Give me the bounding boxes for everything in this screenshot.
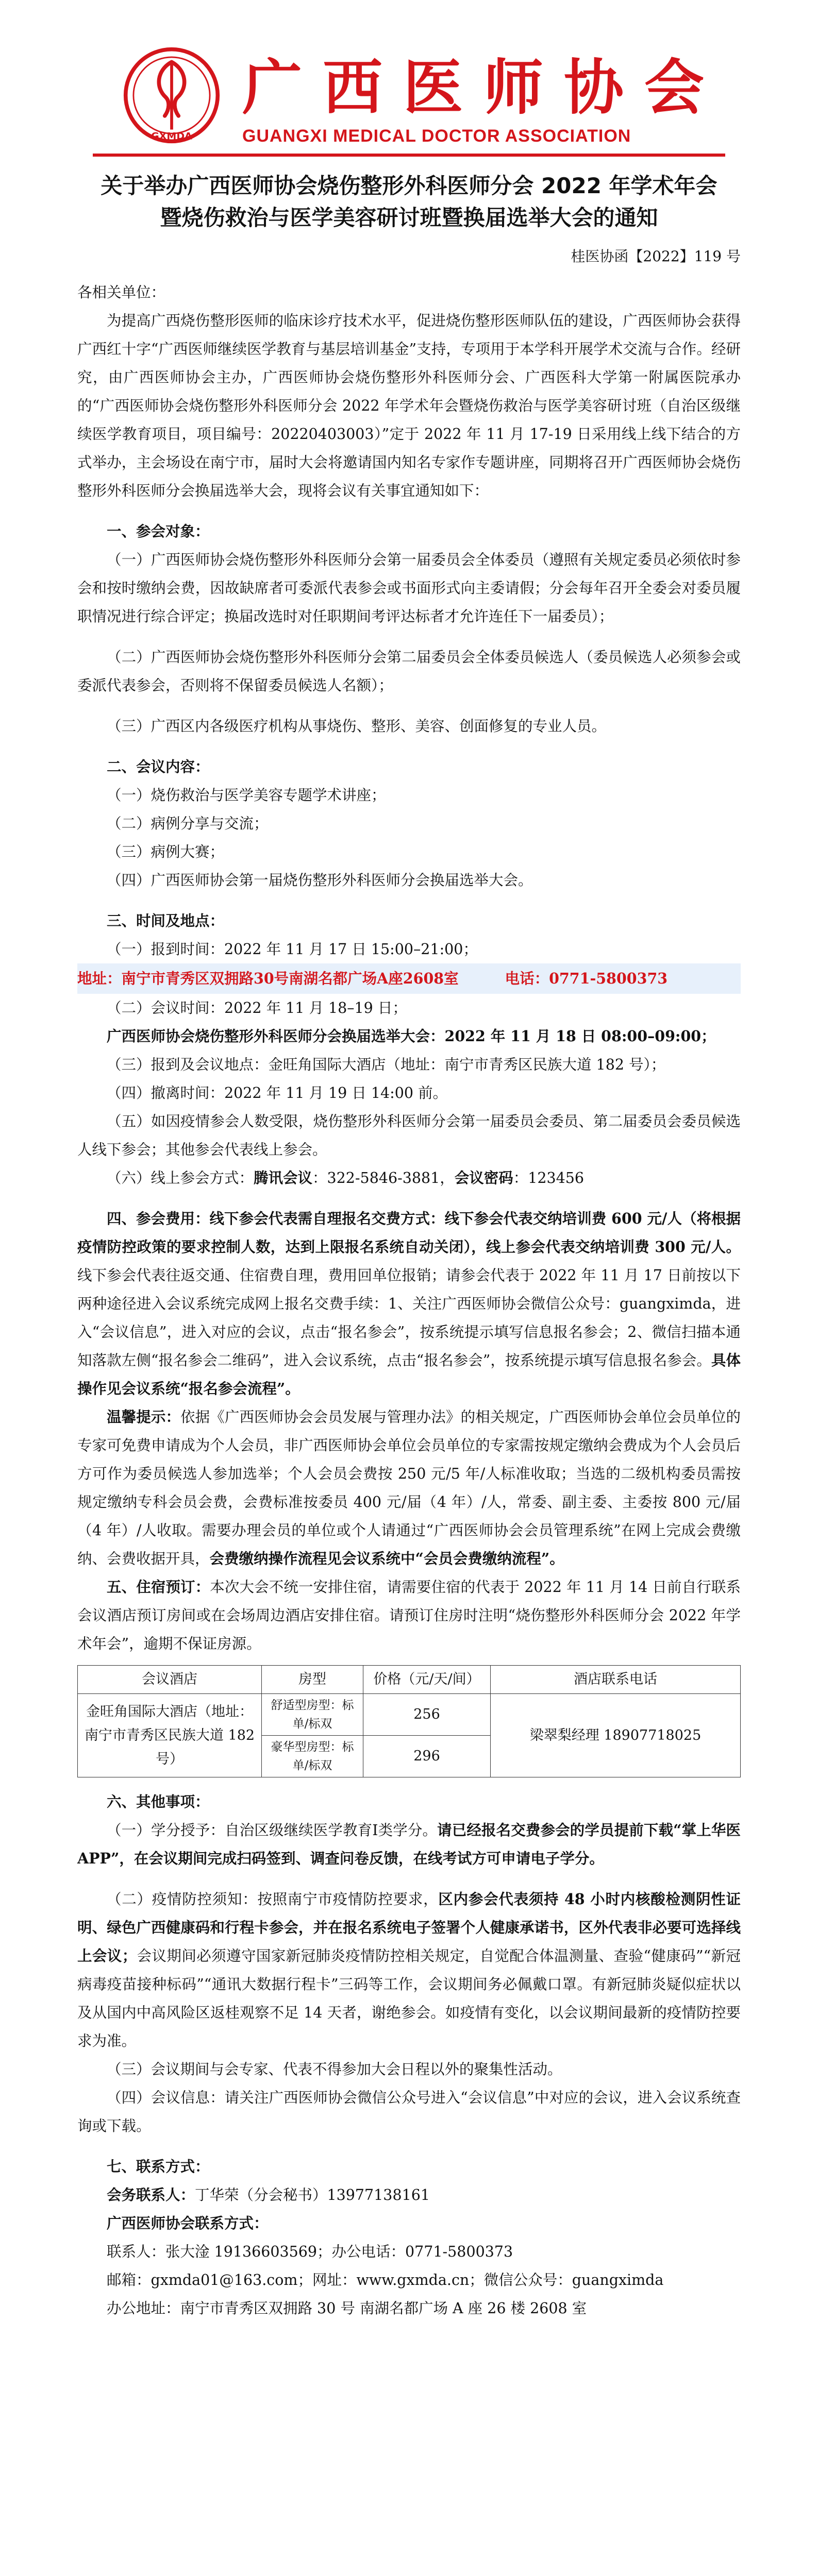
room-price: 256 (363, 1694, 491, 1736)
meeting-time: （二）会议时间：2022 年 11 月 18–19 日； (107, 999, 407, 1016)
intro-paragraph: 为提高广西烧伤整形医师的临床诊疗技术水平，促进烧伤整形医师队伍的建设，广西医师协会获得广西红十字“广西医师继续医学教育与基层培训基金”支持，专项用于本学科开展学术交流与合作。经研究，由广西医师协会主办，广西医师协会烧伤整形外科医师分会、广西医科大学第一附属医院承办的“广西医师协会烧伤整形外科医师分会 2022 年学术年会暨烧伤救治与医学美容研讨班（自治区级继续医学教育项目，项目编号：20220403003）”定于 2022 年 11 月 17-19 日采用线上线下结合的方式举办，主会场设在南宁市，届时大会将邀请国内知名专家作专题讲座，同期将召开广西医师协会烧伤整形外科医师分会换届选举大会，现将会议有关事宜通知如下： (77, 312, 741, 499)
room-price: 296 (363, 1736, 491, 1777)
section-2-item-1: （一）烧伤救治与医学美容专题学术讲座； (107, 787, 386, 804)
meeting-venue: （三）报到及会议地点：金旺角国际大酒店（地址：南宁市青秀区民族大道 182 号）； (107, 1056, 666, 1073)
gathering-item: （三）会议期间与会专家、代表不得参加大会日程以外的聚集性活动。 (107, 2061, 562, 2078)
meeting-info-item: （四）会议信息：请关注广西医师协会微信公众号进入“会议信息”中对应的会议，进入会议系统查询或下载。 (77, 2089, 741, 2134)
section-1-item-2: （二）广西医师协会烧伤整形外科医师分会第二届委员会全体委员候选人（委员候选人必须参会或委派代表参会，否则将不保留委员候选人名额）； (77, 649, 741, 694)
section-5-paragraph (77, 1573, 741, 1658)
address-value: 南宁市青秀区双拥路30号南湖名都广场A座2608室 (121, 970, 459, 987)
office-line: 办公地址：南宁市青秀区双拥路 30 号 南湖名都广场 A 座 26 楼 2608 室 (107, 2300, 587, 2317)
section-6-heading: 六、其他事项： (107, 1793, 210, 1810)
table-header-row (78, 1666, 741, 1694)
credit-text: （一）学分授予：自治区级继续医学教育Ⅰ类学分。 (107, 1822, 438, 1839)
online-method (77, 1164, 741, 1192)
hotel-table (77, 1665, 741, 1777)
title-line-1: 关于举办广西医师协会烧伤整形外科医师分会 2022 年学术年会 (101, 173, 717, 198)
online-prefix: （六）线上参会方式： (107, 1170, 254, 1187)
online-platform: 腾讯会议 (254, 1169, 313, 1187)
covid-item (77, 1885, 741, 2055)
fee-text: 线下参会代表往返交通、住宿费自理，费用回单位报销；请参会代表于 2022 年 11 月 17 日前按以下两种途径进入会议系统完成网上报名交费手续：1、关注广西医师协会微信公众号：guangximda，进入“会议信息”，进入对应的会议，点击“报名参会”，按系统提示填写信息报名参会；2、微信扫描本通知落款左侧“报名参会二维码”，进入会议系统，点击“报名参会”，按系统提示填写信息报名参会。 (77, 1267, 741, 1369)
table-header: 房型 (262, 1666, 363, 1694)
table-header: 价格（元/天/间） (363, 1666, 491, 1694)
org-name: 广西医师协会 (242, 53, 725, 123)
document-title (77, 170, 741, 234)
covid-bold: 区内参会代表须持 48 小时内核酸检测阴性证明、绿色广西健康码和行程卡参会，并在报名系统电子签署个人健康承诺书，区外代表非必要可选择线上会议； (77, 1890, 741, 1964)
association-contact-heading: 广西医师协会联系方式： (107, 2214, 269, 2232)
credit-bold: 请已经报名交费参会的学员提前下载“掌上华医 APP”，在会议期间完成扫码签到、调查问卷反馈，在线考试方可申请电子学分。 (77, 1821, 741, 1867)
letterhead (0, 31, 818, 160)
credit-item (77, 1816, 741, 1873)
contact-value: 丁华荣（分会秘书）13977138161 (195, 2187, 430, 2204)
contact-line: 联系人：张大淦 19136603569；办公电话：0771-5800373 (107, 2243, 513, 2260)
secretariat-contact (77, 2181, 741, 2209)
contact-label: 会务联系人： (107, 2186, 195, 2204)
online-note: （五）如因疫情参会人数受限，烧伤整形外科医师分会第一届委员会委员、第二届委员会委员候选人线下参会；其他参会代表线上参会。 (77, 1113, 741, 1158)
warm-tip (77, 1403, 741, 1573)
logo-text: GXMDA (151, 130, 192, 142)
org-name-en: GUANGXI MEDICAL DOCTOR ASSOCIATION (242, 126, 631, 146)
covid-text: 会议期间必须遵守国家新冠肺炎疫情防控相关规定，自觉配合体温测量、查验“健康码”“新冠病毒疫苗接种标码”“通讯大数据行程卡”三码等工作，会议期间务必佩戴口罩。有新冠肺炎疑似症状以及从国内中高风险区返桂观察不足 14 天者，谢绝参会。如疫情有变化，以会议期间最新的疫情防控要求为准。 (77, 1947, 741, 2049)
section-1-item-1: （一）广西医师协会烧伤整形外科医师分会第一届委员会全体委员（遵照有关规定委员必须依时参会和按时缴纳会费，因故缺席者可委派代表参会或书面形式向主委请假；分会每年召开全委会对委员履职情况进行综合评定；换届改选时对任职期间考评达标者才允许连任下一届委员）； (77, 551, 741, 625)
room-type: 豪华型房型：标单/标双 (262, 1736, 363, 1777)
phone-value: 0771-5800373 (549, 970, 668, 987)
letterhead-divider (93, 154, 725, 157)
section-2-heading: 二、会议内容： (107, 758, 210, 775)
checkout-time: （四）撤离时间：2022 年 11 月 19 日 14:00 前。 (107, 1084, 448, 1101)
meeting-id: ：322-5846-3881， (312, 1170, 455, 1187)
address-label: 地址： (77, 970, 122, 987)
covid-prefix: （二）疫情防控须知：按照南宁市疫情防控要求， (107, 1891, 439, 1908)
notice-body (77, 278, 741, 2323)
section-7-heading: 七、联系方式： (107, 2158, 210, 2175)
tip-bold: 会费缴纳操作流程见会议系统中“会员会费缴纳流程”。 (209, 1550, 564, 1567)
election-time: 广西医师协会烧伤整形外科医师分会换届选举大会：2022 年 11 月 18 日 08:00–09:00； (107, 1027, 716, 1045)
tip-text: 依据《广西医师协会会员发展与管理办法》的相关规定，广西医师协会单位会员单位的专家可免费申请成为个人会员，非广西医师协会单位会员单位的专家需按规定缴纳会费成为个人会员后方可作为委员候选人参加选举；个人会员会费按 250 元/5 年/人标准收取；当选的二级机构委员需按规定缴纳专科会员会费，会费标准按委员 400 元/届（4 年）/人，常委、副主委、主委按 800 元/届（4 年）/人收取。需要办理会员的单位或个人请通过“广西医师协会会员管理系统”在网上完成会费缴纳、会费收据开具， (77, 1409, 741, 1567)
fee-bold-2: 具体操作见会议系统“报名参会流程”。 (77, 1351, 741, 1397)
tip-label: 温馨提示： (107, 1408, 181, 1426)
checkin-time: （一）报到时间：2022 年 11 月 17 日 15:00–21:00； (107, 941, 478, 958)
document-number: 桂医协函【2022】119 号 (571, 248, 741, 265)
phone-label: 电话： (505, 970, 549, 987)
table-row (78, 1694, 741, 1736)
table-header: 会议酒店 (78, 1666, 262, 1694)
password-label: 会议密码 (454, 1169, 513, 1187)
section-5-text: 本次大会不统一安排住宿，请需要住宿的代表于 2022 年 11 月 14 日前自行联系会议酒店预订房间或在会场周边酒店安排住宿。请预订住房时注明“烧伤整形外科医师分会 2022 年学术年会”，逾期不保证房源。 (77, 1579, 741, 1652)
section-1-heading: 一、参会对象： (107, 522, 210, 540)
section-3-heading: 三、时间及地点： (107, 912, 225, 929)
section-2-item-4: （四）广西医师协会第一届烧伤整形外科医师分会换届选举大会。 (107, 872, 533, 889)
section-2-item-3: （三）病例大赛； (107, 843, 225, 860)
fee-bold-1: 线下参会代表需自理报名交费方式：线下参会代表交纳培训费 600 元/人（将根据疫情防控政策的要求控制人数，达到上限报名系统自动关闭），线上参会代表交纳培训费 300 元/人。 (77, 1210, 741, 1256)
section-2-item-2: （二）病例分享与交流； (107, 815, 269, 832)
title-line-2: 暨烧伤救治与医学美容研讨班暨换届选举大会的通知 (160, 205, 658, 230)
section-1-item-3: （三）广西区内各级医疗机构从事烧伤、整形、美容、创面修复的专业人员。 (107, 718, 607, 735)
table-header: 酒店联系电话 (491, 1666, 741, 1694)
password-value: ：123456 (513, 1170, 585, 1187)
association-logo (123, 46, 221, 144)
room-type: 舒适型房型：标单/标双 (262, 1694, 363, 1736)
hotel-contact: 梁翠梨经理 18907718025 (491, 1694, 741, 1777)
email-line: 邮箱：gxmda01@163.com；网址：www.gxmda.cn；微信公众号：guangximda (107, 2272, 664, 2289)
salutation: 各相关单位： (77, 284, 166, 301)
registration-address (77, 963, 741, 994)
section-4-heading: 四、参会费用： (107, 1210, 210, 1227)
section-5-heading: 五、住宿预订： (107, 1578, 210, 1596)
section-4-paragraph (77, 1205, 741, 1403)
hotel-name: 金旺角国际大酒店（地址：南宁市青秀区民族大道 182 号） (78, 1694, 262, 1777)
